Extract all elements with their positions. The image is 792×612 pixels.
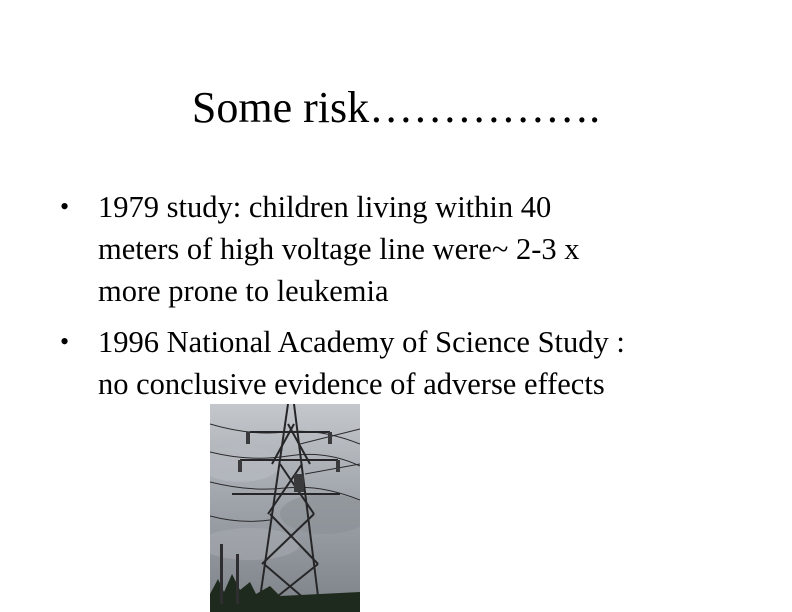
bullet-line: 1996 National Academy of Science Study : (98, 325, 625, 359)
bullet-item-1979-study (60, 186, 760, 312)
bullet-marker: • (60, 327, 70, 356)
power-transmission-tower-icon (210, 404, 360, 612)
bullet-line: more prone to leukemia (98, 274, 389, 308)
slide-title: Some risk……………. (191, 83, 601, 132)
bullet-line: no conclusive evidence of adverse effects (98, 367, 605, 401)
bullet-marker: • (60, 192, 70, 221)
bullet-line: 1979 study: children living within 40 (98, 190, 552, 224)
bullet-line: meters of high voltage line were~ 2-3 x (98, 232, 580, 266)
power-line-tower-photo (210, 404, 360, 612)
bullet-list (60, 186, 760, 414)
bullet-item-1996-study (60, 321, 760, 405)
